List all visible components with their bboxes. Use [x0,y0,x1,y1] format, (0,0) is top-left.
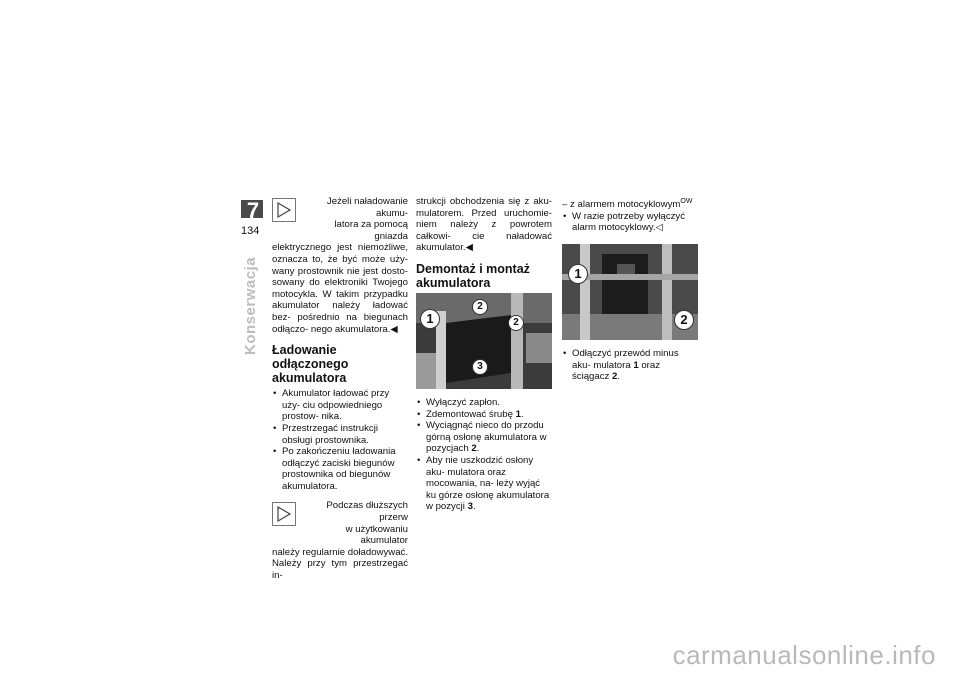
note-block-2 [272,500,408,581]
list-item-text: Aby nie uszkodzić osłony aku- mulatora oraz mocowania, na- leży wyjąć ku górze osłonę akumulatora w pozycji [426,454,550,513]
bullet-list [416,397,552,513]
photo-marker: 2 [674,310,694,330]
photo-marker: 2 [508,315,524,331]
note-text: elektrycznego jest niemożliwe, oznacza to, że być może uży- wany prostownik nie jest dosto- sowany do elektroniki Twojego motocykla. W takim przypadku akumulator należy ładować bez- pośrednio na biegunach odłączo- nego akumulatora.◀ [272,242,408,335]
bullet-list [272,388,408,492]
watermark: carmanualsonline.info [672,640,936,670]
column-3 [562,196,698,383]
photo-marker: 3 [472,359,488,375]
section-heading: Ładowanie odłączonego akumulatora [272,343,349,386]
list-item-text: Wyłączyć zapłon. [426,396,501,408]
list-item [416,397,552,409]
dash-item-text: z alarmem motocyklowym [570,199,681,211]
note-triangle-icon [272,198,296,222]
reference-number: 2 [612,371,618,383]
photo-marker: 2 [472,299,488,315]
bullet-list [562,348,698,383]
chapter-number: 7 [246,198,260,223]
note-triangle-icon [272,502,296,526]
list-item-text: Zdemontować śrubę [426,408,516,420]
reference-number: 3 [467,501,473,513]
bullet-list [562,211,698,234]
list-item-text: . [617,371,621,383]
list-item [416,455,552,513]
column-1 [272,196,408,582]
note-text: należy regularnie doładowywać. Należy przy tym przestrzegać in- [272,546,408,582]
list-item: • Przestrzegać instrukcji obsługi prostownika. [272,423,408,446]
option-code: OW [680,198,693,205]
paragraph: strukcji obchodzenia się z aku- mulatorem. Przed uruchomie- niem należy z powrotem całkowi- cie naładować akumulator.◀ [416,196,552,254]
list-item-text: Wyciągnąć nieco do przodu górną osłonę akumulatora w pozycjach [426,420,547,455]
list-item [562,348,698,383]
battery-photo [416,293,552,389]
chapter-title: Konserwacja [242,256,259,355]
list-item [416,420,552,455]
reference-number: 1 [515,408,521,420]
note-line: Jeżeli naładowanie akumu- [326,196,408,219]
note-line: latora za pomocą gniazda [334,219,408,242]
page-number: 134 [241,225,260,237]
list-item-text: . [520,408,524,420]
list-item: • W razie potrzeby wyłączyć alarm motocyklowy.◁ [562,211,698,234]
note-block-1 [272,196,408,335]
note-line: w użytkowaniu akumulator [345,523,408,547]
list-item [416,409,552,421]
dash-item: – z alarmem motocyklowym$^{OW}$ [562,198,693,211]
photo-marker: 1 [568,264,588,284]
list-item: • Akumulator ładować przy uży- ciu odpowiedniego prostow- nika. [272,388,408,423]
list-item-text: Odłączyć przewód minus aku- mulatora [572,347,679,371]
reference-number: 1 [633,359,639,371]
section-heading: Demontaż i montaż akumulatora [416,261,530,290]
list-item: • Po zakończeniu ładowania odłączyć zaciski biegunów prostownika od biegunów akumulatora. [272,446,408,492]
reference-number: 2 [471,443,477,455]
note-line: Podczas dłuższych przerw [326,500,408,524]
list-item-text: . [472,501,476,513]
list-item-text: . [476,443,480,455]
list-item-text: oraz ściągacz [572,359,661,383]
photo-marker: 1 [420,309,440,329]
column-2 [416,196,552,513]
battery-terminal-photo [562,244,698,340]
